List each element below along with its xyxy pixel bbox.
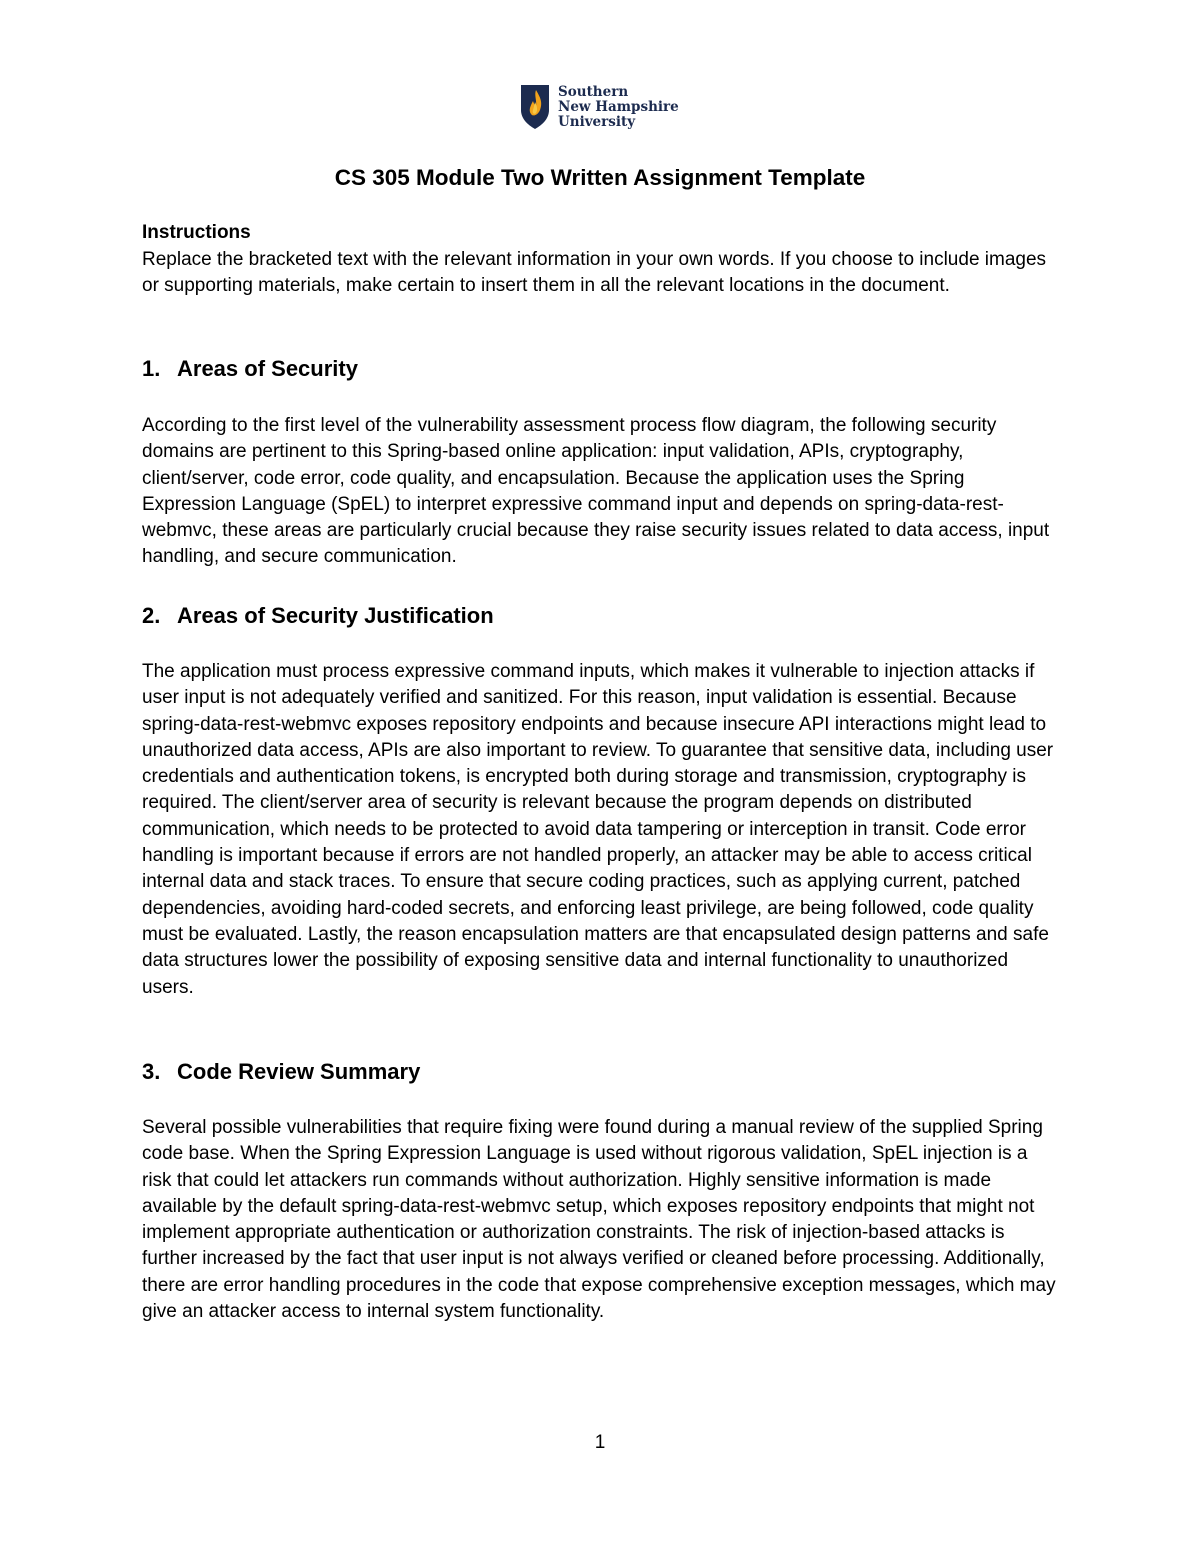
document-title: CS 305 Module Two Written Assignment Template <box>334 165 866 190</box>
section-1-heading <box>142 353 1042 385</box>
logo-wordmark <box>558 85 679 130</box>
section-3-body: Several possible vulnerabilities that require fixing were found during a manual review of the supplied Spring code base. When the Spring Expression Language is used without rigorous validation, SpEL injection is a risk that could let attackers run commands without authorization. Highly sensitive information is made available by the default spring-data-rest-webmvc setup, which exposes repository endpoints that might not implement appropriate authentication or authorization constraints. The risk of injection-based attacks is further increased by the fact that user input is not always verified or cleaned before processing. Additionally, there are error handling procedures in the code that expose comprehensive exception messages, which may give an attacker access to internal system functionality. <box>142 1117 1056 1323</box>
section-1-title: Areas of Security <box>177 356 358 381</box>
logo-line-1: Southern <box>558 83 629 100</box>
section-1-number: 1. <box>142 356 161 381</box>
logo-line-2: New Hampshire <box>558 98 679 115</box>
instructions-heading: Instructions <box>142 222 251 243</box>
instructions-body: Replace the bracketed text with the relevant information in your own words. If you choose to include images or supporting materials, make certain to insert them in all the relevant locations in the document. <box>142 249 1047 297</box>
section-2-title: Areas of Security Justification <box>177 603 494 628</box>
logo-line-3: University <box>558 113 636 130</box>
shield-flame-icon <box>520 84 550 130</box>
section-3-heading <box>142 1056 1042 1088</box>
page-number: 1 <box>594 1432 606 1453</box>
section-3-title: Code Review Summary <box>177 1059 421 1084</box>
university-logo <box>520 84 679 130</box>
section-1-body: According to the first level of the vulnerability assessment process flow diagram, the following security domains are pertinent to this Spring-based online application: input validation, APIs, cryptography, client/server, code error, code quality, and encapsulation. Because the application uses the Spring Expression Language (SpEL) to interpret expressive command input and depends on spring-data-rest-webmvc, these areas are particularly crucial because they raise security issues related to data access, input handling, and secure communication. <box>142 415 1050 568</box>
section-3-number: 3. <box>142 1059 161 1084</box>
section-2-heading <box>142 600 1042 632</box>
section-2-number: 2. <box>142 603 161 628</box>
section-2-body: The application must process expressive command inputs, which makes it vulnerable to injection attacks if user input is not adequately verified and sanitized. For this reason, input validation is essential. Because spring-data-rest-webmvc exposes repository endpoints and because insecure API interactions might lead to unauthorized data access, APIs are also important to review. To guarantee that sensitive data, including user credentials and authentication tokens, is encrypted both during storage and transmission, cryptography is required. The client/server area of security is relevant because the program depends on distributed communication, which needs to be protected to avoid data tampering or interception in transit. Code error handling is important because if errors are not handled properly, an attacker may be able to access critical internal data and stack traces. To ensure that secure coding practices, such as applying current, patched dependencies, avoiding hard-coded secrets, and enforcing least privilege, are being followed, code quality must be evaluated. Lastly, the reason encapsulation matters are that encapsulated design patterns and safe data structures lower the possibility of exposing sensitive data and internal functionality to unauthorized users. <box>142 661 1054 998</box>
